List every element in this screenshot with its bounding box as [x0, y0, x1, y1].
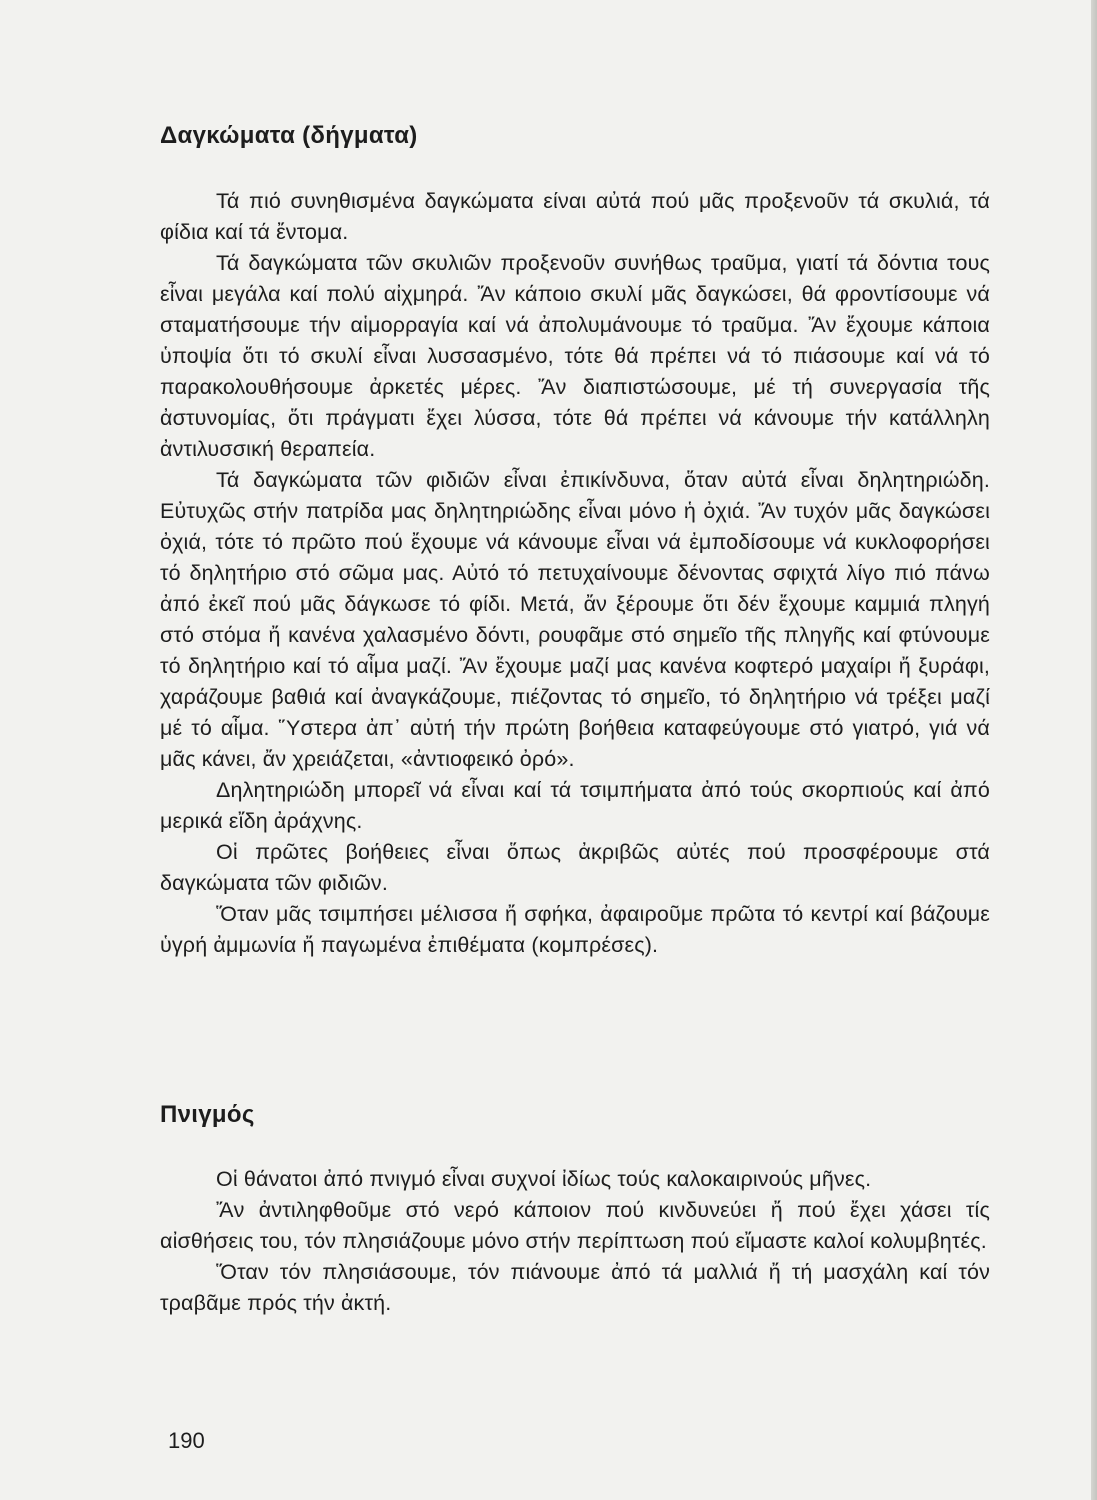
section-body-bites: [160, 186, 990, 961]
paragraph: Ὅταν μᾶς τσιμπήσει μέλισσα ἤ σφήκα, ἀφαιροῦμε πρῶτα τό κεντρί καί βάζουμε ὑγρή ἀμμωνία ἤ παγωμένα ἐπιθέματα (κομπρέσες).: [160, 902, 990, 957]
section-heading-drowning: Πνιγμός: [160, 1101, 255, 1128]
paragraph: Τά πιό συνηθισμένα δαγκώματα είναι αὐτά πού μᾶς προξενοῦν τά σκυλιά, τά φίδια καί τά ἔντομα.: [160, 189, 990, 244]
paragraph: Ἄν ἀντιληφθοῦμε στό νερό κάποιον πού κινδυνεύει ἤ πού ἔχει χάσει τίς αἰσθήσεις του, τόν πλησιάζουμε μόνο στήν περίπτωση πού εἴμαστε καλοί κολυμβητές.: [160, 1198, 990, 1253]
paragraph: Τά δαγκώματα τῶν φιδιῶν εἶναι ἐπικίνδυνα, ὅταν αὐτά εἶναι δηλητηριώδη. Εὐτυχῶς στήν πατρίδα μας δηλητηριώδης εἶναι μόνο ἡ ὀχιά. Ἄν τυχόν μᾶς δαγκώσει ὀχιά, τότε τό πρῶτο πού ἔχουμε νά κάνουμε εἶναι νά ἐμποδίσουμε νά κυκλοφορήσει τό δηλητήριο στό σῶμα μας. Αὐτό τό πετυχαίνουμε δένοντας σφιχτά λίγο πιό πάνω ἀπό ἐκεῖ πού μᾶς δάγκωσε τό φίδι. Μετά, ἄν ξέρουμε ὅτι δέν ἔχουμε καμμιά πληγή στό στόμα ἤ κανένα χαλασμένο δόντι, ρουφᾶμε στό σημεῖο τῆς πληγῆς καί φτύνουμε τό δηλητήριο καί τό αἷμα μαζί. Ἄν ἔχουμε μαζί μας κανένα κοφτερό μαχαίρι ἤ ξυράφι, χαράζουμε βαθιά καί ἀναγκάζουμε, πιέζοντας τό σημεῖο, τό δηλητήριο νά τρέξει μαζί μέ τό αἷμα. Ὕστερα ἀπ᾿ αὐτή τήν πρώτη βοήθεια καταφεύγουμε στό γιατρό, γιά νά μᾶς κάνει, ἄν χρειάζεται, «ἀντιοφεικό ὀρό».: [160, 468, 990, 771]
paragraph: Δηλητηριώδη μπορεῖ νά εἶναι καί τά τσιμπήματα ἀπό τούς σκορπιούς καί ἀπό μερικά εἴδη ἀράχνης.: [160, 778, 990, 833]
paragraph: Τά δαγκώματα τῶν σκυλιῶν προξενοῦν συνήθως τραῦμα, γιατί τά δόντια τους εἶναι μεγάλα καί πολύ αἰχμηρά. Ἄν κάποιο σκυλί μᾶς δαγκώσει, θά φροντίσουμε νά σταματήσουμε τήν αἱμορραγία καί νά ἀπολυμάνουμε τό τραῦμα. Ἄν ἔχουμε κάποια ὑποψία ὅτι τό σκυλί εἶναι λυσσασμένο, τότε θά πρέπει νά τό πιάσουμε καί νά τό παρακολουθήσουμε ἀρκετές μέρες. Ἄν διαπιστώσουμε, μέ τή συνεργασία τῆς ἀστυνομίας, ὅτι πράγματι ἔχει λύσσα, τότε θά πρέπει νά κάνουμε τήν κατάλληλη ἀντιλυσσική θεραπεία.: [160, 251, 990, 461]
paragraph: Οἱ θάνατοι ἀπό πνιγμό εἶναι συχνοί ἰδίως τούς καλοκαιρινούς μῆνες.: [216, 1167, 872, 1191]
page-number: 190: [168, 1428, 205, 1453]
section-heading-bites: Δαγκώματα (δήγματα): [160, 122, 418, 149]
page-edge: [1091, 0, 1097, 1500]
paragraph: Οἱ πρῶτες βοήθειες εἶναι ὅπως ἀκριβῶς αὐτές πού προσφέρουμε στά δαγκώματα τῶν φιδιῶν.: [160, 840, 990, 895]
section-body-drowning: [160, 1164, 990, 1319]
paragraph: Ὅταν τόν πλησιάσουμε, τόν πιάνουμε ἀπό τά μαλλιά ἤ τή μασχάλη καί τόν τραβᾶμε πρός τήν ἀκτή.: [160, 1260, 990, 1315]
